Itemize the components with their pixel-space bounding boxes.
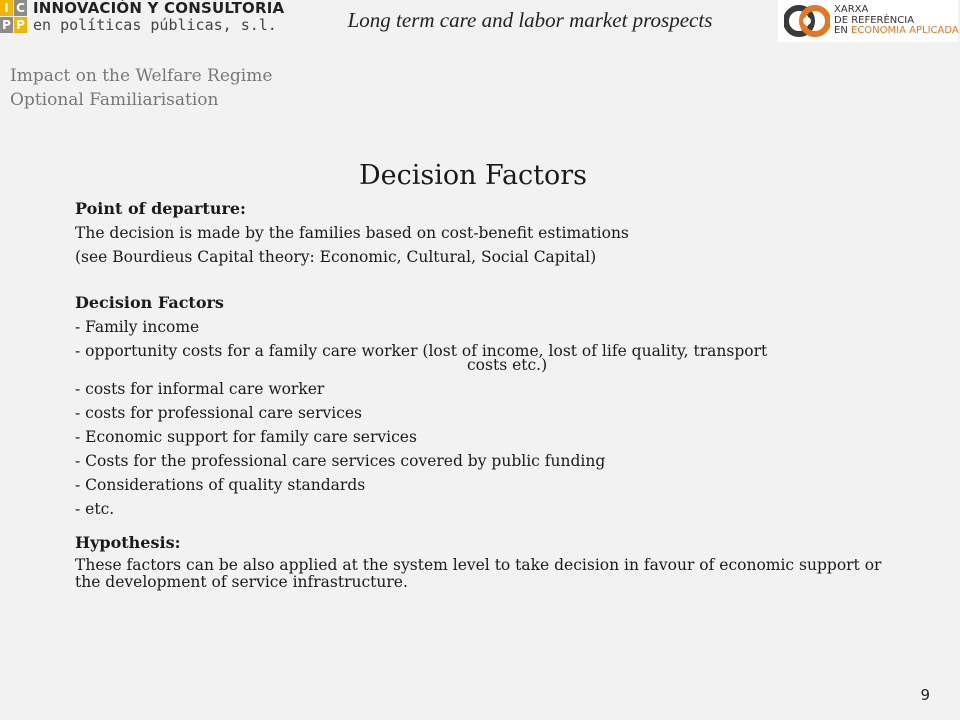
section-title: Impact on the Welfare Regime <box>10 66 273 86</box>
icpp-letter-p1: P <box>0 17 13 33</box>
xrea-logo <box>778 0 958 42</box>
factor-item: - Considerations of quality standards <box>75 476 366 494</box>
factor-item: - opportunity costs for a family care worker (lost of income, lost of life quality, transport <box>75 342 768 360</box>
factor-item: - Family income <box>75 318 200 336</box>
factor-item: - costs for informal care worker <box>75 380 325 398</box>
icpp-name-line1: INNOVACIÓN Y CONSULTORIA <box>33 0 285 17</box>
slide-body <box>75 197 885 591</box>
xrea-line3-b: ECONOMIA APLICADA <box>851 25 959 36</box>
icpp-letter-i: I <box>0 0 13 16</box>
xrea-logo-mark-icon <box>784 4 830 38</box>
slide-title: Decision Factors <box>358 160 588 191</box>
xrea-line3-a: EN <box>834 25 848 36</box>
icpp-logo <box>0 0 285 36</box>
hypothesis-heading: Hypothesis: <box>75 533 181 552</box>
factors-heading: Decision Factors <box>75 293 224 312</box>
factor-item: - etc. <box>75 500 115 518</box>
icpp-letter-c: C <box>14 0 27 16</box>
icpp-letter-p2: P <box>14 17 27 33</box>
departure-text-2: (see Bourdieus Capital theory: Economic, Cultural, Social Capital) <box>75 248 597 266</box>
factor-item: - Costs for the professional care services covered by public funding <box>75 452 606 470</box>
factor-item-continuation: costs etc.) <box>467 356 548 374</box>
xrea-logo-text <box>834 5 959 37</box>
xrea-line1: XARXA <box>834 4 869 15</box>
xrea-line2: DE REFERÈNCIA <box>834 14 915 26</box>
icpp-logo-mark <box>0 0 28 34</box>
hypothesis-text: These factors can be also applied at the system level to take decision in favour of economic support or the development of service infrastructure. <box>75 556 882 591</box>
departure-text-1: The decision is made by the families based on cost-benefit estimations <box>75 224 629 242</box>
slide-header <box>0 0 960 44</box>
icpp-name-line2: en políticas públicas, s.l. <box>33 16 277 34</box>
departure-heading: Point of departure: <box>75 199 246 218</box>
factor-item: - Economic support for family care services <box>75 428 417 446</box>
presentation-title: Long term care and labor market prospects <box>347 8 713 32</box>
section-subtitle: Optional Familiarisation <box>10 90 219 110</box>
xrea-line3 <box>834 26 959 37</box>
factor-item: - costs for professional care services <box>75 404 363 422</box>
page-number: 9 <box>920 686 930 704</box>
section-breadcrumb <box>10 64 272 112</box>
